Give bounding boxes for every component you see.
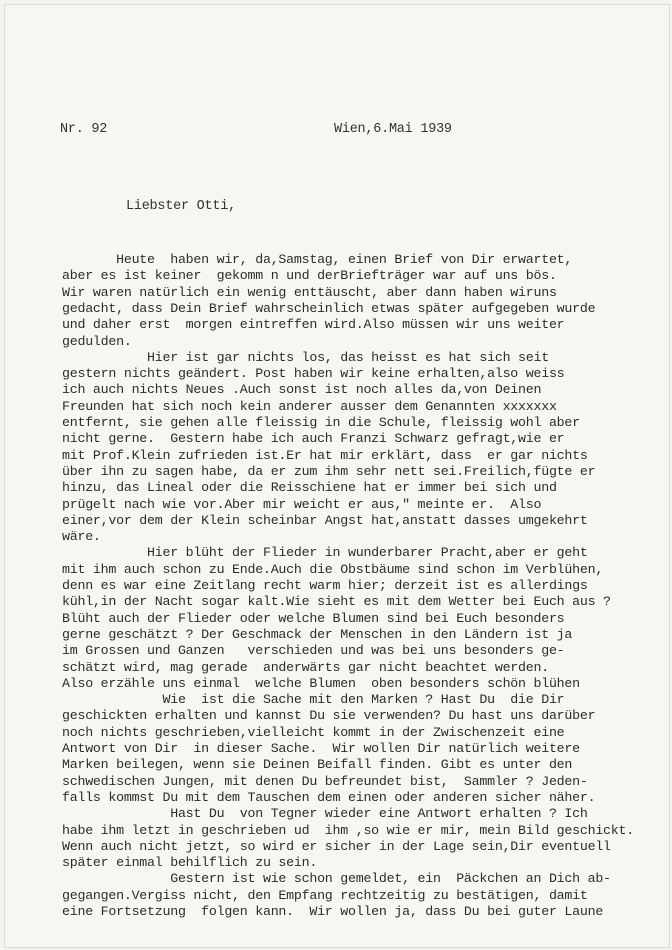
letter-line: später einmal behilflich zu sein. — [62, 855, 318, 871]
letter-line: Blüht auch der Flieder oder welche Blumen sind bei Euch besonders — [62, 610, 565, 626]
letter-line: wäre. — [62, 529, 101, 545]
letter-line: Hier ist gar nichts los, das heisst es hat sich seit — [62, 349, 549, 365]
letter-line: und daher erst morgen eintreffen wird.Also müssen wir uns weiter — [62, 317, 565, 333]
letter-line: Wenn auch nicht jetzt, so wird er sicher in der Lage sein,Dir eventuell — [62, 838, 611, 854]
letter-line: Freunden hat sich noch kein anderer ausser dem Genannten xxxxxxx — [62, 398, 557, 414]
letter-line: schwedischen Jungen, mit denen Du befreundet bist, Sammler ? Jeden- — [62, 773, 588, 789]
letter-line: einer,vor dem der Klein scheinbar Angst hat,anstatt dasses umgekehrt — [62, 512, 588, 528]
letter-line: Gestern ist wie schon gemeldet, ein Päckchen an Dich ab- — [62, 871, 611, 887]
letter-line: Also erzähle uns einmal welche Blumen oben besonders schön blühen — [62, 675, 580, 691]
letter-line: aber es ist keiner gekomm n und derBriefträger war auf uns bös. — [62, 268, 557, 284]
letter-line: Marken beilegen, wenn sie Deinen Beifall finden. Gibt es unter den — [62, 757, 573, 773]
letter-line: kühl,in der Nacht sogar kalt.Wie sieht es mit dem Wetter bei Euch aus ? — [62, 594, 611, 610]
letter-line: Heute haben wir, da,Samstag, einen Brief von Dir erwartet, — [62, 252, 573, 267]
place-date: Wien,6.Mai 1939 — [334, 122, 452, 137]
letter-line: falls kommst Du mit dem Tauschen dem einen oder anderen sicher näher. — [62, 789, 596, 805]
letter-line: mit Prof.Klein zufrieden ist.Er hat mir erklärt, dass er gar nichts — [62, 447, 588, 463]
letter-line: gedulden. — [62, 333, 132, 349]
letter-line: nicht gerne. Gestern habe ich auch Franzi Schwarz gefragt,wie er — [62, 431, 565, 447]
letter-line: eine Fortsetzung folgen kann. Wir wollen ja, dass Du bei guter Laune — [62, 904, 604, 919]
letter-line: habe ihm letzt in geschrieben ud ihm ,so wie er mir, mein Bild geschickt. — [62, 822, 634, 838]
letter-line: gedacht, dass Dein Brief wahrscheinlich etwas später aufgegeben wurde — [62, 300, 596, 316]
letter-line: Hast Du von Tegner wieder eine Antwort erhalten ? Ich — [62, 806, 588, 822]
letter-line: hinzu, das Lineal oder die Reisschiene hat er immer bei sich und — [62, 480, 557, 496]
letter-line: Wir waren natürlich ein wenig enttäuscht, aber dann haben wiruns — [62, 284, 557, 300]
letter-line: ich auch nichts Neues .Auch sonst ist noch alles da,von Deinen — [62, 382, 542, 398]
letter-line: geschickten erhalten und kannst Du sie verwenden? Du hast uns darüber — [62, 708, 596, 724]
salutation: Liebster Otti, — [126, 199, 236, 214]
letter-line: noch nichts geschrieben,vielleicht kommt in der Zwischenzeit eine — [62, 724, 565, 740]
letter-line: gestern nichts geändert. Post haben wir keine erhalten,also weiss — [62, 366, 565, 382]
letter-line: schätzt wird, mag gerade anderwärts gar nicht beachtet werden. — [62, 659, 549, 675]
letter-line: Wie ist die Sache mit den Marken ? Hast Du die Dir — [62, 692, 565, 708]
letter-line: Antwort von Dir in dieser Sache. Wir wollen Dir natürlich weitere — [62, 741, 580, 756]
letter-line: Hier blüht der Flieder in wunderbarer Pracht,aber er geht — [62, 545, 588, 561]
letter-line: über ihn zu sagen habe, da er zum ihm sehr nett sei.Freilich,fügte er — [62, 463, 596, 479]
letter-line: im Grossen und Ganzen verschieden und was bei uns besonders ge- — [62, 643, 565, 659]
letter-line: prügelt nach wie vor.Aber mir weicht er aus," meinte er. Also — [62, 496, 542, 512]
letter-line: mit ihm auch schon zu Ende.Auch die Obstbäume sind schon im Verblühen, — [62, 561, 604, 577]
letter-number: Nr. 92 — [60, 122, 108, 137]
letter-line: gerne geschätzt ? Der Geschmack der Menschen in den Ländern ist ja — [62, 626, 573, 642]
letter-line: entfernt, sie gehen alle fleissig in die Schule, fleissig wohl aber — [62, 415, 580, 430]
letter-line: denn es war eine Zeitlang recht warm hier; derzeit ist es allerdings — [62, 578, 588, 593]
letter-line: gegangen.Vergiss nicht, den Empfang rechtzeitig zu bestätigen, damit — [62, 887, 588, 903]
